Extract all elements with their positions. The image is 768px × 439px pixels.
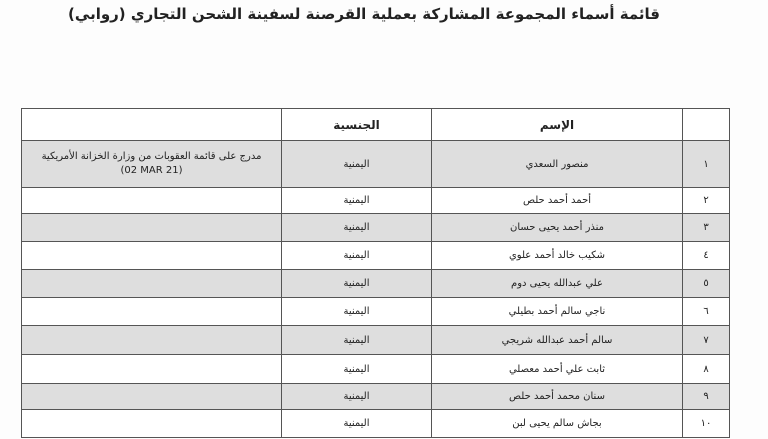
row-name: سنان محمد أحمد حلص (432, 384, 683, 410)
sanctions-note: مدرج على قائمة العقوبات من وزارة الخزانة الأمريكية (41, 151, 262, 162)
table-row (22, 298, 730, 326)
participants-table (21, 108, 730, 438)
row-note (22, 326, 282, 355)
table-row (22, 141, 730, 188)
row-nationality: اليمنية (282, 410, 432, 438)
row-name: منصور السعدي (432, 141, 683, 188)
row-note (22, 410, 282, 438)
row-number: ١ (683, 141, 730, 188)
table-header-row (22, 109, 730, 141)
header-nationality: الجنسية (282, 109, 432, 141)
table-row (22, 242, 730, 270)
row-nationality: اليمنية (282, 242, 432, 270)
row-nationality: اليمنية (282, 326, 432, 355)
header-notes (22, 109, 282, 141)
row-note (22, 188, 282, 214)
row-nationality: اليمنية (282, 384, 432, 410)
row-number: ٢ (683, 188, 730, 214)
table-row (22, 410, 730, 438)
row-name: شكيب خالد أحمد علوي (432, 242, 683, 270)
row-note (22, 355, 282, 384)
row-note (22, 298, 282, 326)
table-row (22, 270, 730, 298)
row-note (22, 214, 282, 242)
row-name: منذر أحمد يحيى حسان (432, 214, 683, 242)
row-nationality: اليمنية (282, 214, 432, 242)
row-number: ٥ (683, 270, 730, 298)
row-note (22, 242, 282, 270)
table-row (22, 214, 730, 242)
row-number: ١٠ (683, 410, 730, 438)
table-row (22, 326, 730, 355)
header-name: الإسم (432, 109, 683, 141)
row-note (22, 384, 282, 410)
row-note (22, 141, 282, 188)
row-name: ناجي سالم أحمد بطيلي (432, 298, 683, 326)
row-number: ٤ (683, 242, 730, 270)
row-number: ٧ (683, 326, 730, 355)
row-name: بجاش سالم يحيى لبن (432, 410, 683, 438)
row-number: ٦ (683, 298, 730, 326)
table-row (22, 384, 730, 410)
page-title: قائمة أسماء المجموعة المشاركة بعملية القرصنة لسفينة الشحن التجاري (روابي) (68, 5, 660, 23)
header-number (683, 109, 730, 141)
row-note (22, 270, 282, 298)
table-row (22, 188, 730, 214)
row-nationality: اليمنية (282, 298, 432, 326)
row-name: سالم أحمد عبدالله شريجي (432, 326, 683, 355)
table-row (22, 355, 730, 384)
row-name: أحمد أحمد حلص (432, 188, 683, 214)
sanctions-date: (02 MAR 21) (120, 165, 183, 176)
row-name: علي عبدالله يحيى دوم (432, 270, 683, 298)
row-name: ثابت علي أحمد معصلي (432, 355, 683, 384)
row-number: ٣ (683, 214, 730, 242)
row-number: ٩ (683, 384, 730, 410)
row-number: ٨ (683, 355, 730, 384)
row-nationality: اليمنية (282, 141, 432, 188)
row-nationality: اليمنية (282, 270, 432, 298)
row-nationality: اليمنية (282, 188, 432, 214)
row-nationality: اليمنية (282, 355, 432, 384)
